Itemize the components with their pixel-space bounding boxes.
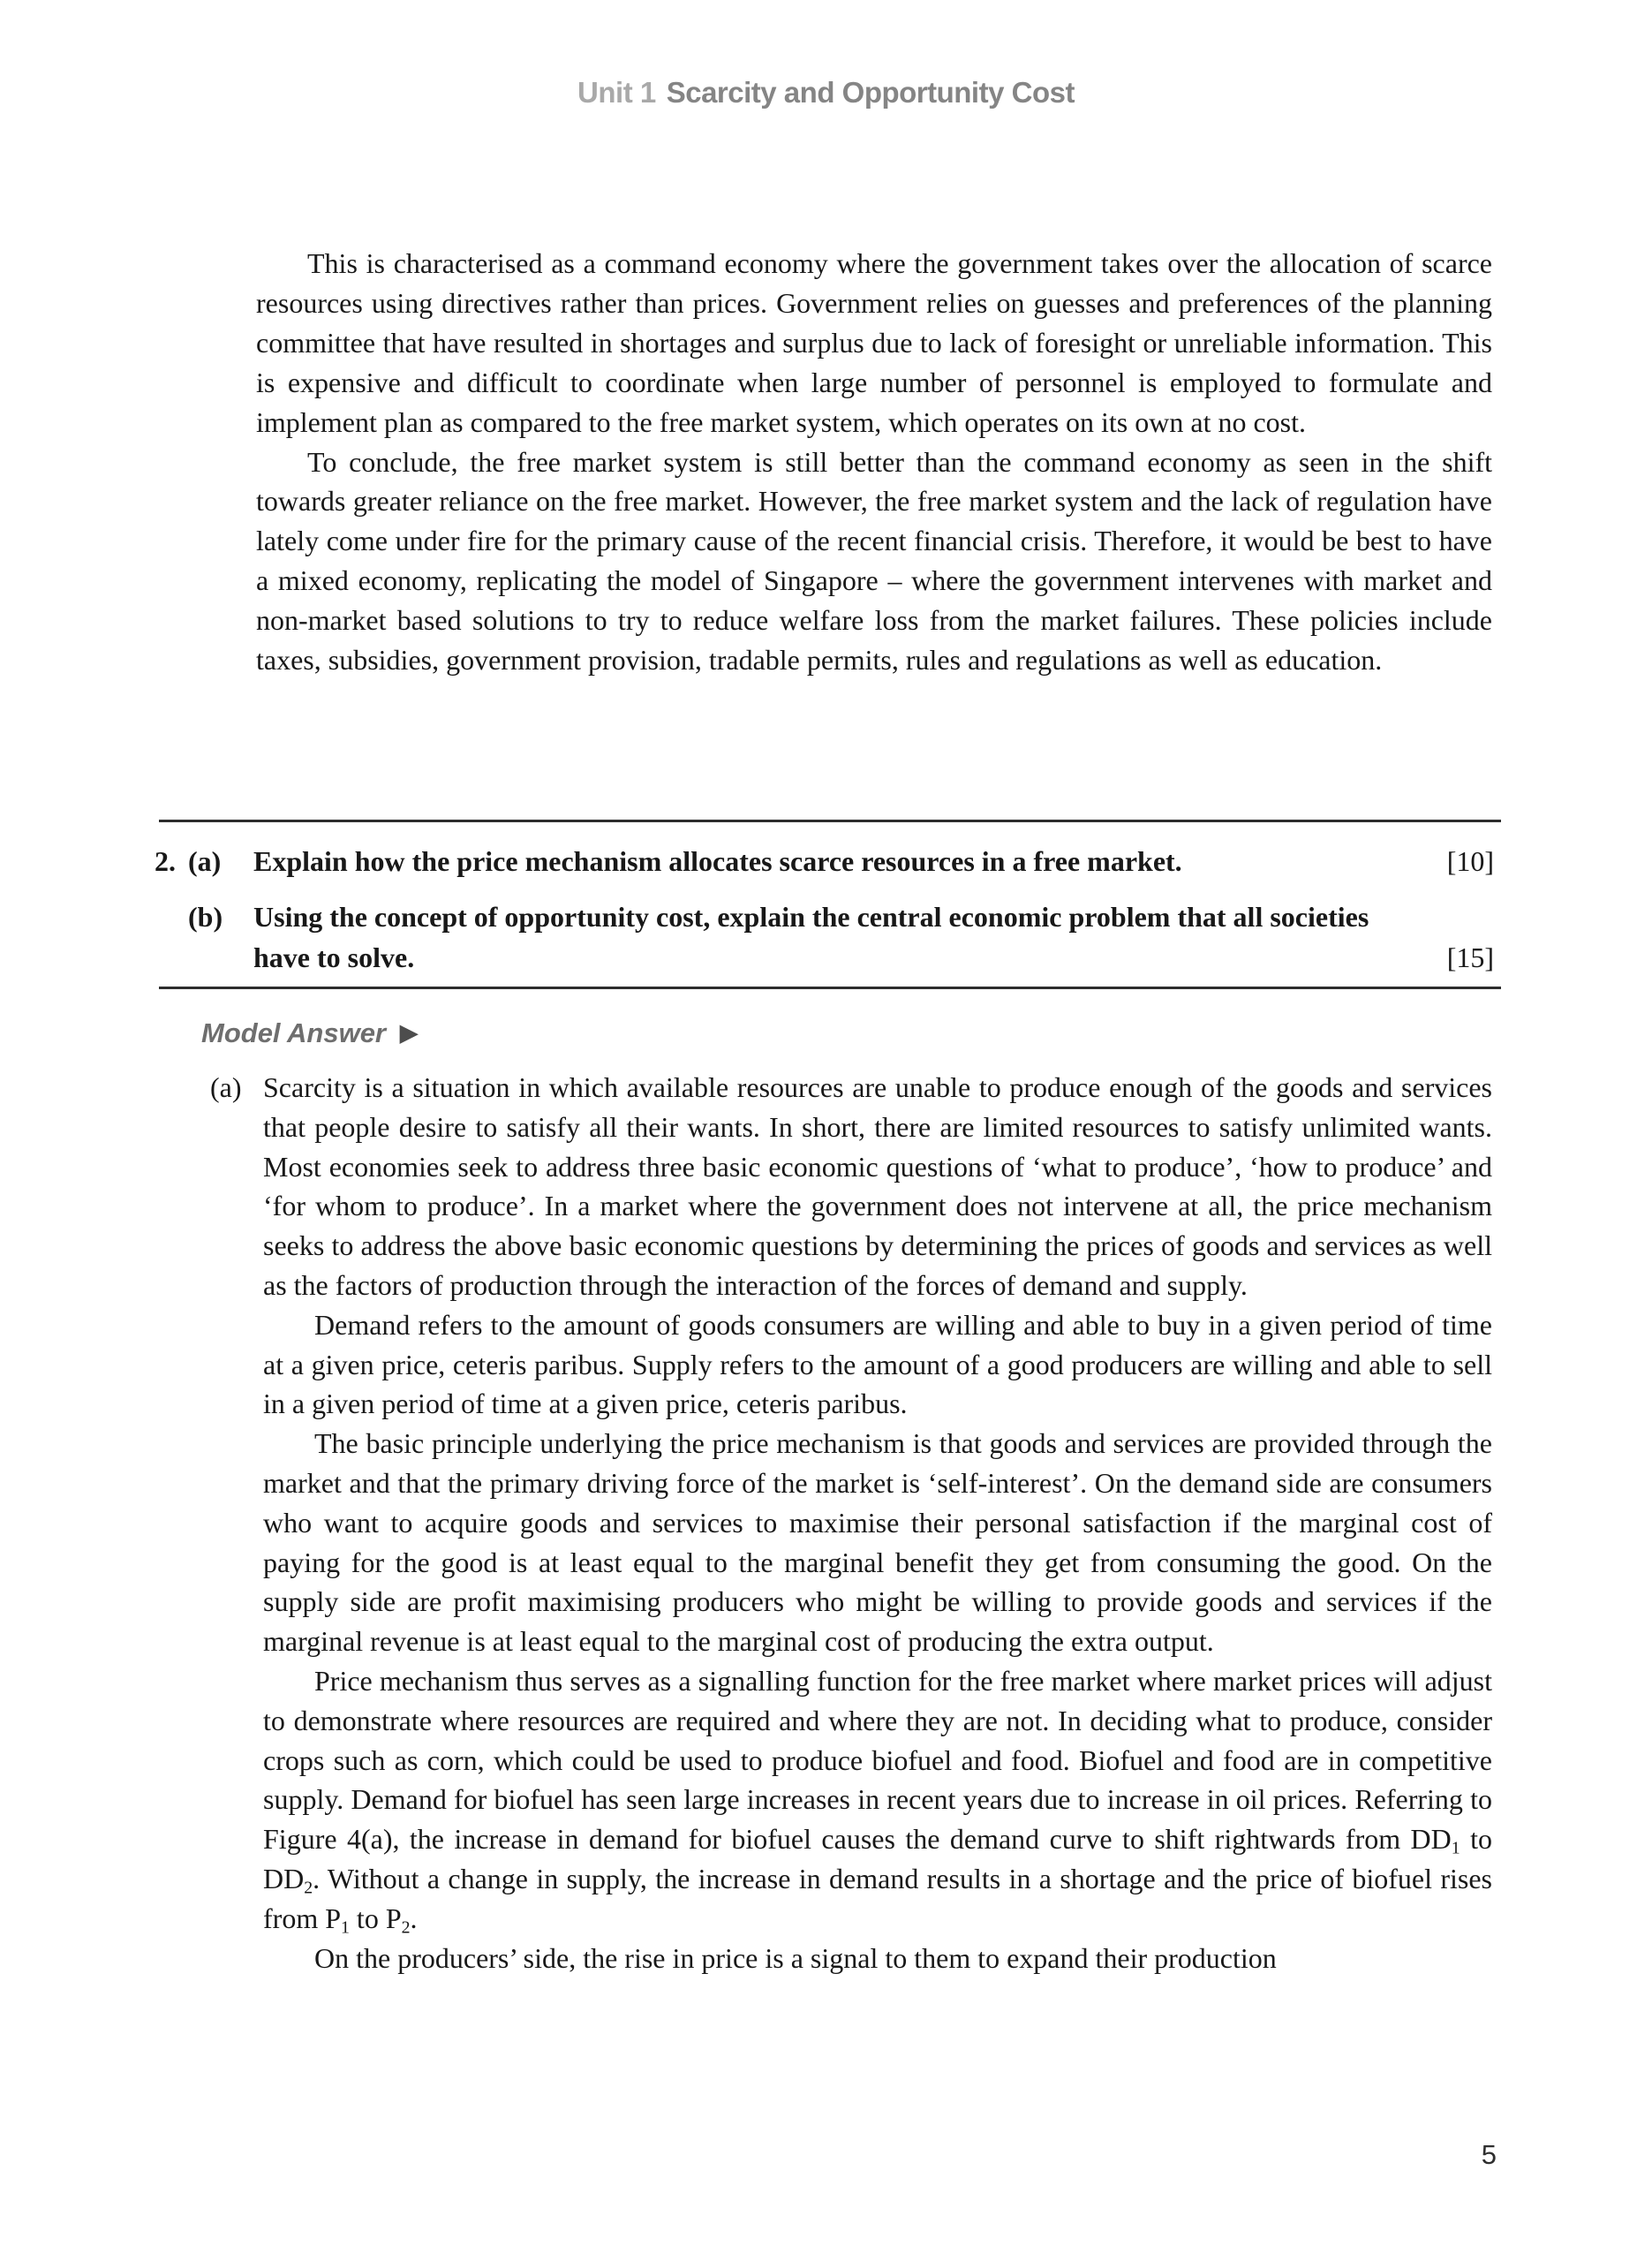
page-number: 5: [1481, 2139, 1497, 2170]
paragraph: On the producers’ side, the rise in price is a signal to them to expand their production: [314, 1941, 1277, 1974]
question-text: Explain how the price mechanism allocates scarce resources in a free market.: [253, 845, 1182, 877]
paragraph: Demand refers to the amount of goods consumers are willing and able to buy in a given period of time at a given price, ceteris paribus. Supply refers to the amount of a good producers are willing and able to sell in a given period of time at a given price, ceteris paribus.: [263, 1308, 1492, 1420]
paragraph: The basic principle underlying the price mechanism is that goods and services are provided through the market and that the primary driving force of the market is ‘self-interest’. On the demand side are consumers who want to acquire goods and services to maximise their personal satisfaction if the marginal cost of paying for the good is at least equal to the marginal benefit they get from consuming the good. On the supply side are profit maximising producers who might be willing to provide goods and services if the marginal revenue is at least equal to the marginal cost of producing the extra output.: [263, 1427, 1492, 1658]
question-section: [155, 841, 1494, 978]
page-header: [0, 76, 1652, 110]
part-label: (a): [188, 845, 222, 877]
unit-label: Unit 1: [577, 76, 656, 109]
chapter-title: Scarcity and Opportunity Cost: [666, 76, 1075, 109]
paragraph: Price mechanism thus serves as a signalling function for the free market where market prices will adjust to demonstrate where resources are required and where they are not. In deciding what to produce, consider crops such as corn, which could be used to produce biofuel and food. Biofuel and food are in competitive supply. Demand for biofuel has seen large increases in recent years due to increase in oil prices. Referring to Figure 4(a), the increase in demand for biofuel causes the demand curve to shift rightwards from $DD_1$ to $DD_2$. Without a change in supply, the increase in demand results in a shortage and the price of biofuel rises from $P_1$ to $P_2$.: [263, 1664, 1493, 1938]
divider-bottom: [159, 987, 1501, 989]
paragraph: This is characterised as a command economy where the government takes over the allocation of scarce resources using directives rather than prices. Government relies on guesses and preferences of the planning committee that have resulted in shortages and surplus due to lack of foresight or unreliable information. This is expensive and difficult to coordinate when large number of personnel is employed to formulate and implement plan as compared to the free market system, which operates on its own at no cost.: [256, 247, 1492, 438]
question-number: 2.: [155, 845, 176, 877]
part-label: (b): [188, 901, 223, 933]
intro-section: [256, 244, 1492, 680]
question-part: [155, 841, 1494, 881]
question-text: Using the concept of opportunity cost, explain the central economic problem that all societies have to solve.: [253, 901, 1369, 973]
paragraph: To conclude, the free market system is still better than the command economy as seen in the shift towards greater reliance on the free market. However, the free market system and the lack of regulation have lately come under fire for the primary cause of the recent financial crisis. Therefore, it would be best to have a mixed economy, replicating the model of Singapore – where the government intervenes with market and non-market based solutions to try to reduce welfare loss from the market failures. These policies include taxes, subsidies, government provision, tradable permits, rules and regulations as well as education.: [256, 445, 1492, 677]
marks-badge: [10]: [1446, 845, 1494, 877]
play-icon: ▶: [400, 1019, 418, 1046]
marks-badge: [15]: [1446, 941, 1494, 973]
paragraph: Scarcity is a situation in which available resources are unable to produce enough of the goods and services that people desire to satisfy all their wants. In short, there are limited resources to satisfy unlimited wants. Most economies seek to address three basic economic questions of ‘what to produce’, ‘how to produce’ and ‘for whom to produce’. In a market where the government does not intervene at all, the price mechanism seeks to address the above basic economic questions by determining the prices of goods and services as well as the factors of production through the interaction of the forces of demand and supply.: [263, 1071, 1492, 1301]
answer-part-label: (a): [210, 1071, 242, 1103]
model-answer-label: Model Answer: [201, 1017, 386, 1048]
model-answer-heading: [201, 1016, 418, 1050]
question-part: [155, 896, 1494, 978]
divider-top: [159, 820, 1501, 822]
answer-section: [263, 1068, 1492, 1977]
